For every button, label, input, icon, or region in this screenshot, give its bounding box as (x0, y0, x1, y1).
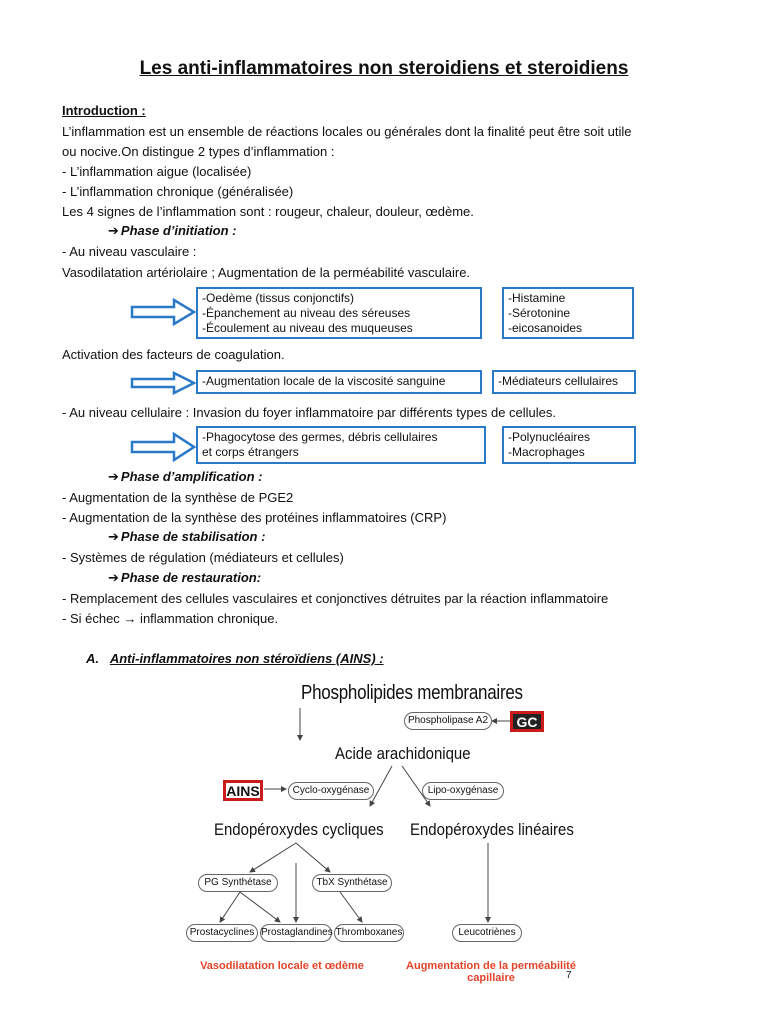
page-title: Les anti-inflammatoires non steroidiens et steroidiens (139, 58, 629, 79)
right-arrow-icon: ➔ (108, 570, 119, 585)
phase-initiation (108, 223, 236, 239)
vascular-effects-box (196, 287, 482, 339)
effect-vasodilatation: Vasodilatation locale et œdème (200, 960, 364, 972)
inflammation-signs: Les 4 signes de l’inflammation sont : rougeur, chaleur, douleur, œdème. (62, 204, 474, 219)
ains-tag: AINS (223, 780, 263, 801)
vascular-description: Vasodilatation artériolaire ; Augmentation de la perméabilité vasculaire. (62, 265, 471, 280)
box-line: -Écoulement au niveau des muqueuses (202, 321, 413, 335)
box-line: -Macrophages (508, 445, 585, 459)
box-line: et corps étrangers (202, 445, 299, 459)
phospholipids-label: Phospholipides membranaires (301, 682, 523, 704)
cellular-level: - Au niveau cellulaire : Invasion du foyer inflammatoire par différents types de cellules. (62, 405, 557, 420)
pla2-enzyme: Phospholipase A2 (404, 712, 492, 730)
box-line: -Polynucléaires (508, 430, 591, 444)
hollow-arrow-icon (130, 298, 196, 326)
box-line: -Phagocytose des germes, débris cellulaires (202, 430, 438, 444)
section-a-heading (86, 651, 384, 666)
box-line: -Épanchement au niveau des séreuses (202, 306, 411, 320)
arachidonic-pathway-diagram (180, 678, 600, 988)
section-a-letter: A. (86, 651, 99, 666)
intro-paragraph-1: L’inflammation est un ensemble de réactions locales ou générales dont la finalité peut être soit utile (62, 124, 632, 139)
hollow-arrow-icon (130, 371, 196, 395)
lox-enzyme: Lipo-oxygénase (422, 782, 504, 800)
cells-box (502, 426, 636, 464)
cyclic-endoperoxides-label: Endopéroxydes cycliques (214, 820, 384, 839)
gc-tag: GC (510, 711, 544, 732)
phase-stabilisation (108, 529, 265, 545)
phase-initiation-label: Phase d’initiation : (120, 223, 237, 238)
inflammation-type-acute: - L’inflammation aigue (localisée) (62, 164, 252, 179)
intro-heading: Introduction : (62, 103, 146, 118)
linear-endoperoxides-label: Endopéroxydes linéaires (410, 820, 574, 839)
effect-permeability (396, 960, 586, 984)
phagocytosis-box (196, 426, 486, 464)
box-line: -Augmentation locale de la viscosité sanguine (202, 374, 446, 388)
right-arrow-icon: ➔ (108, 469, 119, 484)
inflammation-type-chronic: - L’inflammation chronique (généralisée) (62, 184, 294, 199)
failure-prefix: - Si échec (62, 611, 120, 626)
failure-line (62, 610, 278, 627)
hollow-arrow-icon (130, 432, 196, 462)
box-line: -eicosanoides (508, 321, 583, 335)
restauration-item: - Remplacement des cellules vasculaires et conjonctives détruites par la réaction inflammatoire (62, 591, 609, 606)
right-arrow-icon: ➔ (108, 529, 119, 544)
cellular-mediators-box (492, 370, 636, 394)
leukotrienes: Leucotriènes (452, 924, 522, 942)
right-arrow-icon: ➔ (108, 223, 119, 238)
pg-synthetase: PG Synthétase (198, 874, 278, 892)
page-number: 7 (566, 970, 572, 981)
vascular-level: - Au niveau vasculaire : (62, 244, 197, 259)
amplification-item: - Augmentation de la synthèse de PGE2 (62, 490, 294, 505)
viscosity-box (196, 370, 482, 394)
arachidonic-acid-label: Acide arachidonique (335, 744, 471, 763)
prostaglandins: Prostaglandines (260, 924, 332, 942)
phase-restauration (108, 570, 261, 586)
thromboxanes: Thromboxanes (334, 924, 404, 942)
effect-permeability-line: capillaire (467, 972, 515, 984)
coagulation-activation: Activation des facteurs de coagulation. (62, 347, 285, 362)
prostacyclins: Prostacyclines (186, 924, 258, 942)
stabilisation-item: - Systèmes de régulation (médiateurs et cellules) (62, 550, 344, 565)
box-line: -Histamine (508, 291, 566, 305)
vascular-mediators-box (502, 287, 634, 339)
tbx-synthetase: TbX Synthétase (312, 874, 392, 892)
intro-paragraph-2: ou nocive.On distingue 2 types d’inflammation : (62, 144, 335, 159)
phase-stabilisation-label: Phase de stabilisation : (120, 529, 266, 544)
amplification-item: - Augmentation de la synthèse des protéines inflammatoires (CRP) (62, 510, 447, 525)
failure-suffix: inflammation chronique. (136, 611, 279, 626)
phase-amplification (108, 469, 263, 485)
cox-enzyme: Cyclo-oxygénase (288, 782, 374, 800)
box-line: -Oedème (tissus conjonctifs) (202, 291, 355, 305)
box-line: -Sérotonine (508, 306, 571, 320)
phase-restauration-label: Phase de restauration: (120, 570, 262, 585)
phase-amplification-label: Phase d’amplification : (120, 469, 263, 484)
box-line: -Médiateurs cellulaires (498, 374, 619, 388)
right-arrow-icon: → (123, 611, 137, 626)
section-a-label: Anti-inflammatoires non stéroïdiens (AINS) : (109, 651, 384, 666)
effect-permeability-line: Augmentation de la perméabilité (406, 960, 576, 972)
